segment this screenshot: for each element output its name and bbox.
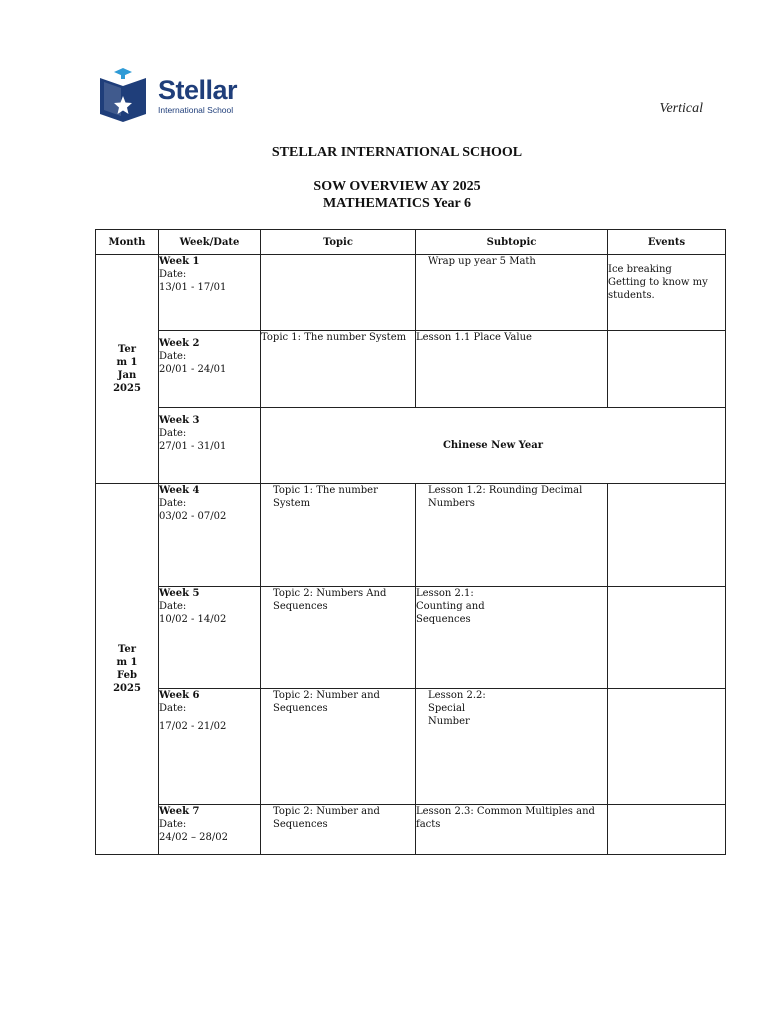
week-cell: Week 6 Date: 17/02 - 21/02 [159, 689, 261, 805]
column-header-topic: Topic [261, 230, 416, 255]
table-row [96, 805, 726, 855]
month-cell-feb: Ter m 1 Feb 2025 [96, 484, 159, 855]
column-header-month: Month [96, 230, 159, 255]
week-cell: Week 7 Date: 24/02 – 28/02 [159, 805, 261, 855]
school-logo [98, 66, 238, 124]
week-cell: Week 4 Date: 03/02 - 07/02 [159, 484, 261, 587]
table-header-row [96, 230, 726, 255]
school-title: STELLAR INTERNATIONAL SCHOOL [271, 145, 523, 160]
table-row [96, 689, 726, 805]
column-header-subtopic: Subtopic [416, 230, 608, 255]
topic-cell [261, 255, 416, 331]
subtopic-cell: Lesson 2.2: Special Number [416, 689, 608, 805]
events-cell [608, 689, 726, 805]
overview-title: SOW OVERVIEW AY 2025 [313, 179, 481, 194]
events-cell [608, 484, 726, 587]
subtopic-cell: Lesson 1.1 Place Value [416, 331, 608, 408]
topic-cell: Topic 2: Number and Sequences [261, 805, 416, 855]
subtopic-cell: Wrap up year 5 Math [416, 255, 608, 331]
week-cell: Week 2 Date: 20/01 - 24/01 [159, 331, 261, 408]
logo-wordmark: Stellar [158, 75, 238, 105]
events-cell [608, 331, 726, 408]
week-cell: Week 3 Date: 27/01 - 31/01 [159, 408, 261, 484]
table-row [96, 255, 726, 331]
column-header-week-date: Week/Date [159, 230, 261, 255]
holiday-cell: Chinese New Year [261, 408, 726, 484]
subtopic-cell: Lesson 2.3: Common Multiples and facts [416, 805, 608, 855]
topic-cell: Topic 1: The number System [261, 484, 416, 587]
week-cell: Week 5 Date: 10/02 - 14/02 [159, 587, 261, 689]
logo-subtitle: International School [158, 105, 234, 115]
topic-cell: Topic 2: Number and Sequences [261, 689, 416, 805]
topic-cell: Topic 2: Numbers And Sequences [261, 587, 416, 689]
topic-cell: Topic 1: The number System [261, 331, 416, 408]
table-row [96, 408, 726, 484]
events-cell [608, 805, 726, 855]
subject-title: MATHEMATICS Year 6 [322, 196, 472, 211]
events-cell [608, 587, 726, 689]
events-cell: Ice breaking Getting to know my students. [608, 255, 726, 331]
subtopic-cell: Lesson 1.2: Rounding Decimal Numbers [416, 484, 608, 587]
column-header-events: Events [608, 230, 726, 255]
table-row [96, 587, 726, 689]
subtopic-cell: Lesson 2.1: Counting and Sequences [416, 587, 608, 689]
month-cell-jan: Ter m 1 Jan 2025 [96, 255, 159, 484]
week-cell: Week 1 Date: 13/01 - 17/01 [159, 255, 261, 331]
table-row [96, 331, 726, 408]
orientation-label: Vertical [659, 101, 703, 116]
table-row [96, 484, 726, 587]
scheme-of-work-table [95, 229, 726, 855]
open-book-star-icon [98, 66, 152, 124]
